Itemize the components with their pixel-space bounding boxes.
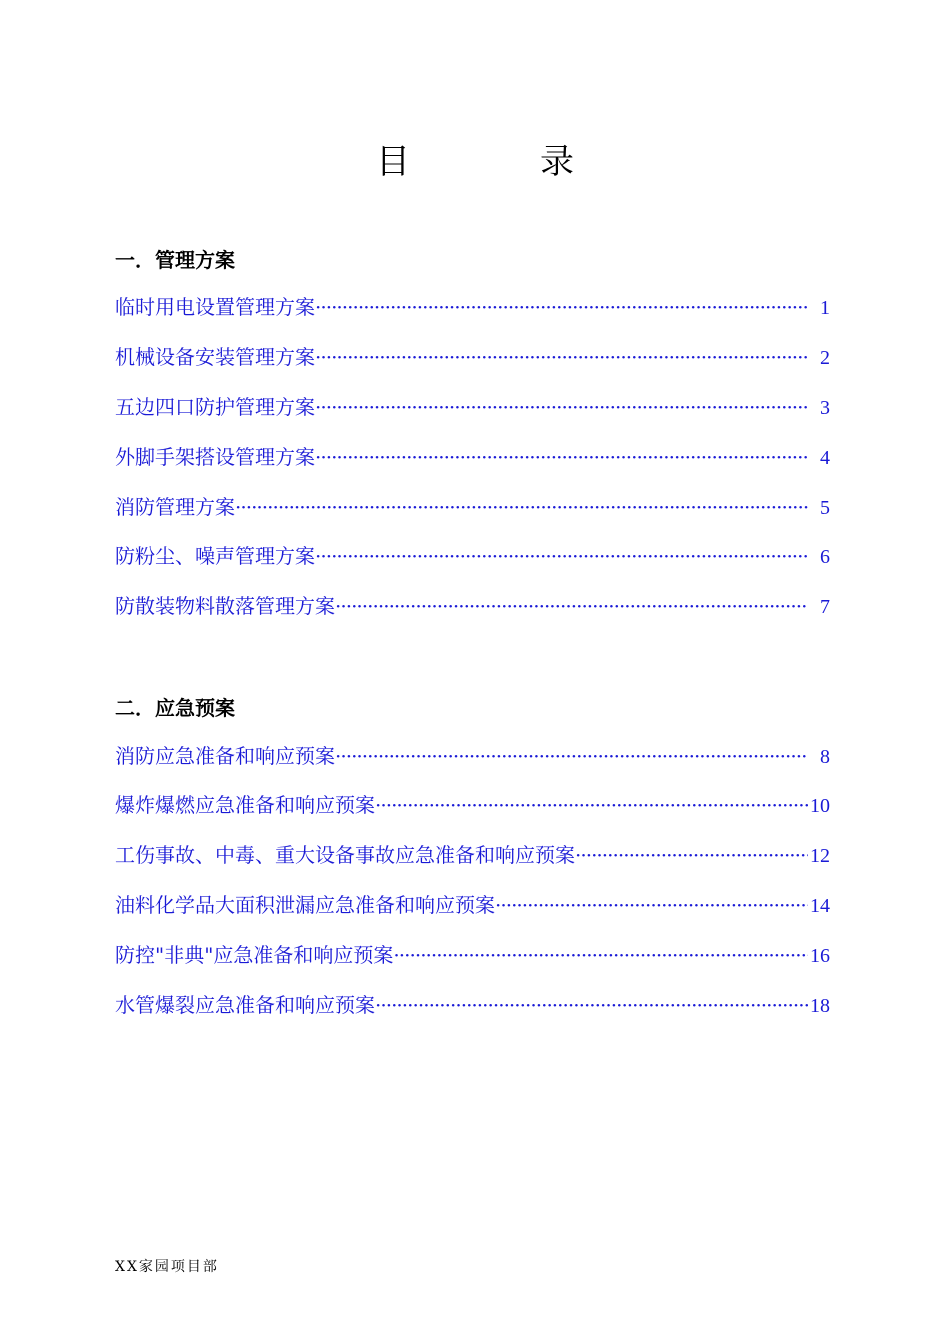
toc-page-number: 12 bbox=[810, 845, 830, 867]
toc-entry-bulk-material[interactable] bbox=[115, 591, 830, 621]
toc-dot-leader bbox=[315, 541, 808, 571]
toc-entry-label: 机械设备安装管理方案 bbox=[115, 345, 315, 369]
toc-entry-label: 防控"非典"应急准备和响应预案 bbox=[115, 943, 394, 967]
footer-project-name: XX家园项目部 bbox=[115, 1259, 219, 1275]
toc-entry-label: 临时用电设置管理方案 bbox=[115, 295, 315, 319]
toc-entry-fire-emergency[interactable] bbox=[115, 741, 830, 771]
toc-dot-leader bbox=[315, 342, 808, 372]
toc-page-number: 18 bbox=[810, 995, 830, 1017]
toc-entry-temporary-electricity[interactable] bbox=[115, 292, 830, 322]
toc-page-number: 7 bbox=[820, 596, 830, 618]
toc-entry-label: 消防应急准备和响应预案 bbox=[115, 744, 335, 768]
toc-page-number: 3 bbox=[820, 397, 830, 419]
toc-page-number: 10 bbox=[810, 795, 830, 817]
toc-entry-edge-protection[interactable] bbox=[115, 392, 830, 422]
toc-entry-label: 爆炸爆燃应急准备和响应预案 bbox=[115, 793, 375, 817]
toc-entry-pipe-burst-emergency[interactable] bbox=[115, 990, 830, 1020]
toc-dot-leader bbox=[335, 741, 808, 771]
toc-entry-label: 水管爆裂应急准备和响应预案 bbox=[115, 993, 375, 1017]
toc-entry-injury-poisoning-emergency[interactable] bbox=[115, 840, 830, 870]
toc-entry-explosion-emergency[interactable] bbox=[115, 790, 830, 820]
toc-page-number: 1 bbox=[820, 297, 830, 319]
toc-entry-sars-emergency[interactable] bbox=[115, 940, 830, 970]
toc-dot-leader bbox=[393, 940, 808, 970]
toc-entry-label: 油料化学品大面积泄漏应急准备和响应预案 bbox=[115, 893, 495, 917]
toc-entry-label: 防散装物料散落管理方案 bbox=[115, 594, 335, 618]
toc-entry-fire-management[interactable] bbox=[115, 492, 830, 522]
toc-page-number: 5 bbox=[820, 497, 830, 519]
toc-dot-leader bbox=[315, 292, 808, 322]
toc-dot-leader bbox=[315, 442, 808, 472]
toc-entry-label: 消防管理方案 bbox=[115, 495, 235, 519]
toc-dot-leader bbox=[235, 492, 808, 522]
toc-entry-label: 外脚手架搭设管理方案 bbox=[115, 445, 315, 469]
page-title: 目 录 bbox=[376, 142, 622, 182]
toc-dot-leader bbox=[575, 840, 808, 870]
toc-page-number: 8 bbox=[820, 746, 830, 768]
toc-dot-leader bbox=[315, 392, 808, 422]
toc-page-number: 2 bbox=[820, 347, 830, 369]
toc-page-number: 4 bbox=[820, 447, 830, 469]
toc-entry-chemical-leak-emergency[interactable] bbox=[115, 890, 830, 920]
toc-dot-leader bbox=[375, 790, 808, 820]
toc-entry-dust-noise[interactable] bbox=[115, 541, 830, 571]
section-heading-emergency-plans: 二．应急预案 bbox=[115, 696, 235, 720]
section-heading-management-plans: 一．管理方案 bbox=[115, 248, 235, 272]
toc-entry-machinery-installation[interactable] bbox=[115, 342, 830, 372]
toc-dot-leader bbox=[375, 990, 808, 1020]
toc-entry-scaffolding[interactable] bbox=[115, 442, 830, 472]
toc-entry-label: 工伤事故、中毒、重大设备事故应急准备和响应预案 bbox=[115, 843, 575, 867]
toc-dot-leader bbox=[495, 890, 808, 920]
toc-entry-label: 五边四口防护管理方案 bbox=[115, 395, 315, 419]
toc-page-number: 6 bbox=[820, 546, 830, 568]
toc-entry-label: 防粉尘、噪声管理方案 bbox=[115, 544, 315, 568]
toc-dot-leader bbox=[335, 591, 808, 621]
toc-page-number: 16 bbox=[810, 945, 830, 967]
toc-page-number: 14 bbox=[810, 895, 830, 917]
